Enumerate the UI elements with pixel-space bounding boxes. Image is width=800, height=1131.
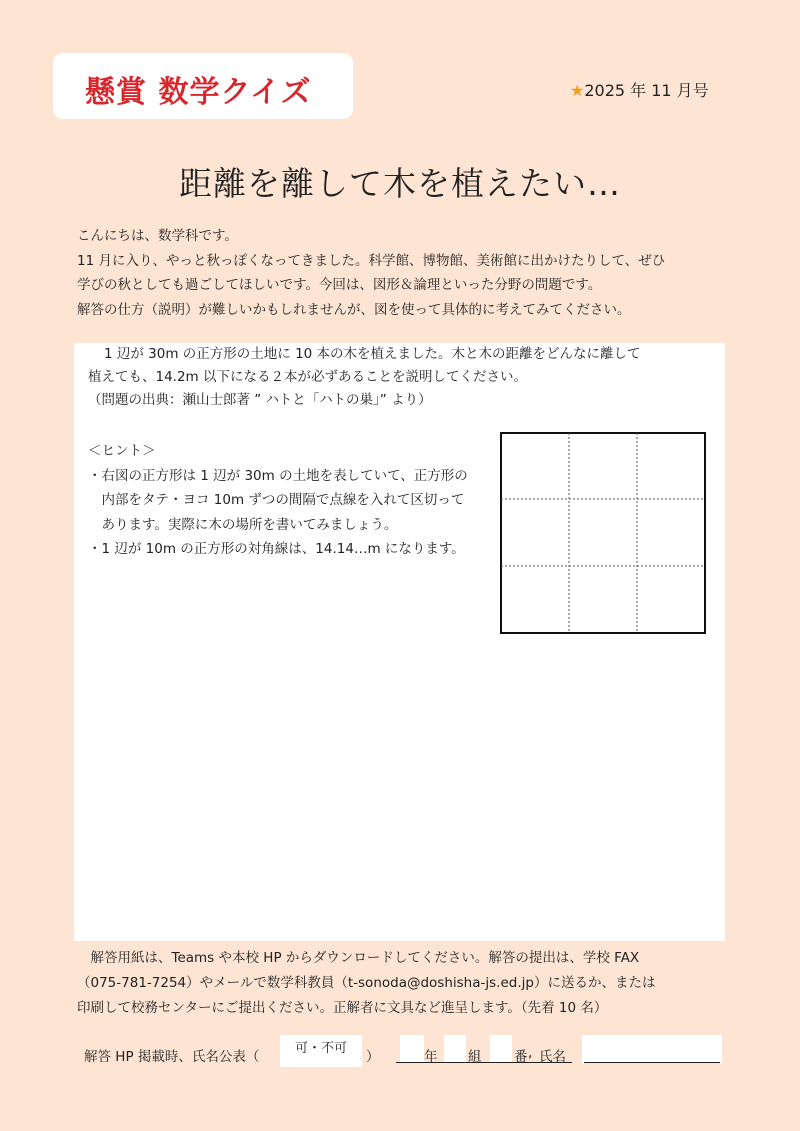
class-label: 組 [468, 1049, 482, 1065]
hint-line: あります。実際に木の場所を書いてみましょう。 [88, 516, 398, 533]
number-field[interactable] [490, 1035, 512, 1063]
class-field[interactable] [444, 1035, 466, 1063]
number-label: 番 [514, 1049, 528, 1065]
square-grid-diagram [500, 432, 706, 634]
year-label: 年 [424, 1049, 438, 1065]
footer-line: （075-781-7254）やメールで数学科教員（t-sonoda@doshisha-js.ed.jp）に送るか、または [77, 975, 656, 991]
name-field[interactable] [582, 1035, 722, 1063]
publish-label: 解答 HP 掲載時、氏名公表（ [84, 1049, 260, 1065]
problem-line: （問題の出典：瀬山士郎著 ” ハトと「ハトの巣」” より） [88, 392, 432, 408]
hint-heading: ＜ヒント＞ [88, 443, 156, 459]
year-field[interactable] [400, 1035, 424, 1063]
star-icon: ★ [570, 81, 585, 100]
name-label: 氏名 [539, 1049, 566, 1065]
badge-title: 懸賞 数学クイズ [85, 75, 312, 110]
footer-line: 印刷して校務センターにご提出ください。正解者に文具など進呈します。（先着 10 名） [77, 1000, 608, 1016]
intro-line: 解答の仕方（説明）が難しいかもしれませんが、図を使って具体的に考えてみてください。 [77, 301, 631, 318]
intro-line: 11 月に入り、やっと秋っぽくなってきました。科学館、博物館、美術館に出かけたりして、ぜひ [77, 252, 666, 269]
answer-panel[interactable] [74, 343, 725, 941]
issue-date [570, 78, 709, 101]
problem-line: 1 辺が 30m の正方形の土地に 10 本の木を植えました。木と木の距離をどんなに離して [104, 346, 641, 362]
hint-line: ・右図の正方形は 1 辺が 30m の土地を表していて、正方形の [88, 467, 468, 484]
close-paren: ） [366, 1049, 380, 1065]
student-info-row [84, 1035, 724, 1069]
page-title: 距離を離して木を植えたい… [179, 164, 621, 203]
hint-section [88, 439, 498, 562]
intro-line: こんにちは、数学科です。 [77, 228, 238, 244]
problem-statement [88, 343, 708, 412]
submission-instructions [77, 946, 737, 1021]
name-underline [584, 1062, 720, 1063]
title-badge [53, 53, 353, 119]
issue-date-text: 2025 年 11 月号 [584, 81, 709, 100]
footer-line: 解答用紙は、Teams や本校 HP からダウンロードしてください。解答の提出は、学校 FAX [77, 950, 640, 966]
intro-text [77, 224, 737, 322]
hint-line: ・1 辺が 10m の正方形の対角線は、14.14…m になります。 [88, 541, 465, 557]
hint-line: 内部をタテ・ヨコ 10m ずつの間隔で点線を入れて区切って [88, 492, 465, 508]
intro-line: 学びの秋としても過ごしてほしいです。今回は、図形＆論理といった分野の問題です。 [77, 277, 602, 293]
grid-outer-square [501, 433, 705, 633]
problem-line: 植えても、14.2m 以下になる２本が必ずあることを説明してください。 [88, 369, 527, 385]
comma: , [528, 1045, 533, 1061]
publish-choice-box[interactable]: 可・不可 [280, 1035, 362, 1067]
